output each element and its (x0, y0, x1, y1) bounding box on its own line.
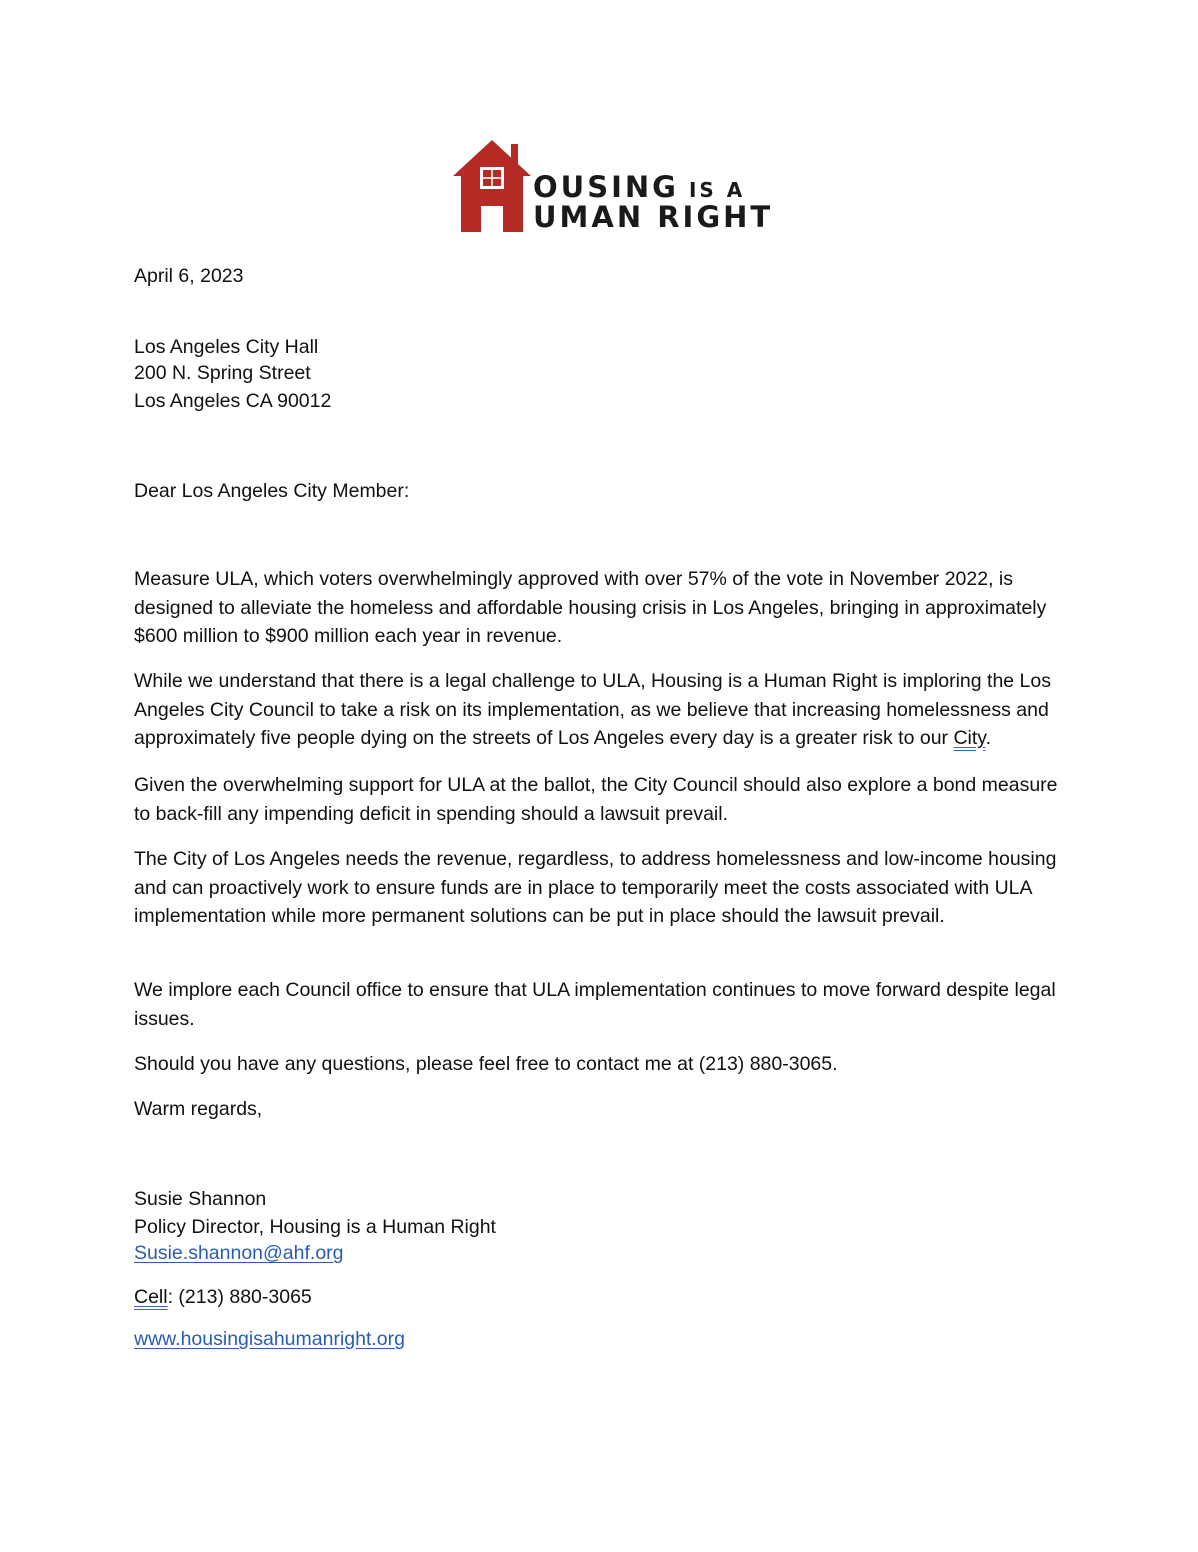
housing-is-a-human-right-logo (453, 140, 774, 234)
paragraph-2-text: While we understand that there is a legal challenge to ULA, Housing is a Human Right is imploring the Los Angeles City Council to take a risk on its implementation, as we believe that increasing homelessness and approximately five people dying on the streets of Los Angeles every day is a greater risk to our (134, 670, 1051, 749)
body-paragraph-2 (134, 667, 1079, 753)
signature-email-link[interactable]: Susie.shannon@ahf.org (134, 1242, 344, 1264)
recipient-line-1: Los Angeles City Hall (134, 336, 319, 358)
cell-number: : (213) 880-3065 (167, 1286, 312, 1308)
recipient-line-3: Los Angeles CA 90012 (134, 390, 332, 412)
website-link[interactable]: www.housingisahumanright.org (134, 1328, 405, 1350)
cell-label[interactable]: Cell (134, 1286, 168, 1308)
signature-cell (134, 1283, 312, 1311)
logo-text-line2: UMAN RIGHT (533, 200, 774, 234)
signature-name: Susie Shannon (134, 1188, 267, 1210)
body-paragraph-3: Given the overwhelming support for ULA at the ballot, the City Council should also explore a bond measure to back-fill any impending deficit in spending should a lawsuit prevail. (134, 774, 1058, 825)
closing: Warm regards, (134, 1098, 263, 1120)
house-icon (453, 140, 531, 232)
logo-word-is-a: IS A (688, 178, 746, 202)
body-paragraph-1: Measure ULA, which voters overwhelmingly approved with over 57% of the vote in November 2022, is designed to alleviate the homeless and affordable housing crisis in Los Angeles, bringing in approximately $600 million to $900 million each year in revenue. (134, 568, 1047, 647)
logo-word-housing: OUSING (533, 170, 679, 204)
body-paragraph-5: We implore each Council office to ensure that ULA implementation continues to move forward despite legal issues. (134, 979, 1056, 1030)
paragraph-2-period: . (985, 727, 992, 749)
flagged-word-city[interactable]: City (953, 727, 986, 749)
letter-date: April 6, 2023 (134, 265, 244, 287)
body-paragraph-6: Should you have any questions, please feel free to contact me at (213) 880-3065. (134, 1053, 838, 1075)
recipient-line-2: 200 N. Spring Street (134, 362, 311, 384)
salutation: Dear Los Angeles City Member: (134, 480, 410, 502)
body-paragraph-4: The City of Los Angeles needs the revenue, regardless, to address homelessness and low-income housing and can proactively work to ensure funds are in place to temporarily meet the costs associated with ULA implementation while more permanent solutions can be put in place should the lawsuit prevail. (134, 848, 1057, 927)
signature-title: Policy Director, Housing is a Human Right (134, 1216, 496, 1238)
